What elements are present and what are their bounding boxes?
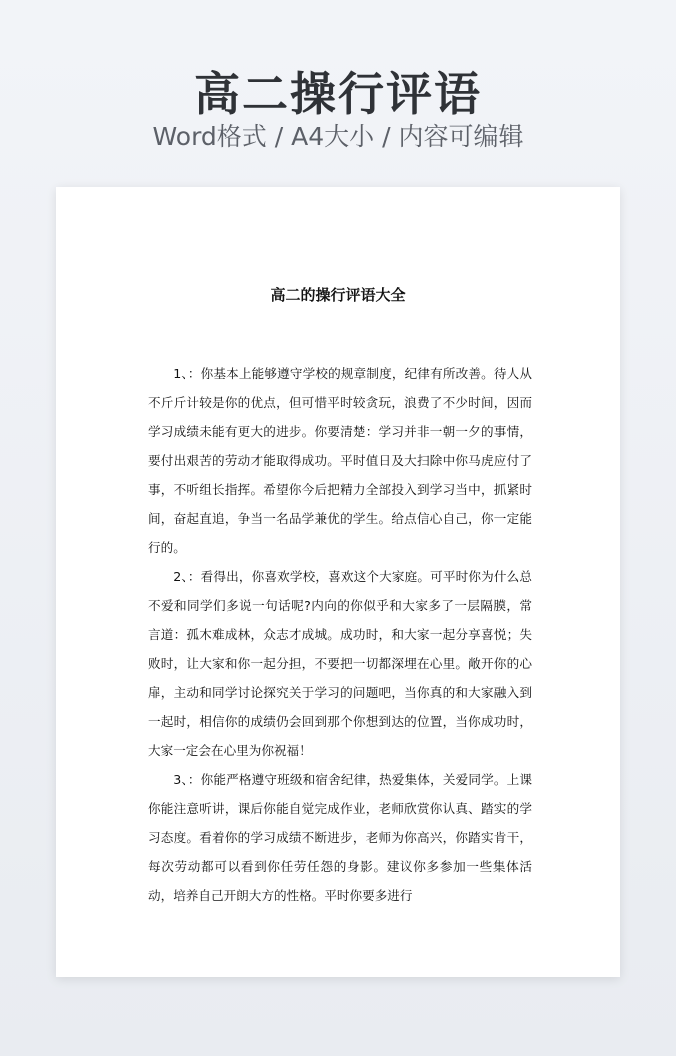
banner-subtitle: Word格式 / A4大小 / 内容可编辑 bbox=[152, 122, 524, 151]
paragraph-2: 2、：看得出，你喜欢学校，喜欢这个大家庭。可平时你为什么总不爱和同学们多说一句话呢?内向的你似乎和大家多了一层隔膜，常言道：孤木难成林，众志才成城。成功时，和大家一起分享喜悦；失败时，让大家和你一起分担，不要把一切都深埋在心里。敞开你的心扉，主动和同学讨论探究关于学习的问题吧，当你真的和大家融入到一起时，相信你的成绩仍会回到那个你想到达的位置，当你成功时，大家一定会在心里为你祝福！ bbox=[148, 569, 532, 758]
document-title: 高二的操行评语大全 bbox=[270, 286, 406, 304]
paragraph-3: 3、：你能严格遵守班级和宿舍纪律，热爱集体，关爱同学。上课你能注意听讲，课后你能自觉完成作业，老师欣赏你认真、踏实的学习态度。看着你的学习成绩不断进步，老师为你高兴，你踏实肯干，每次劳动都可以看到你任劳任怨的身影。建议你多参加一些集体活动，培养自己开朗大方的性格。平时你要多进行 bbox=[148, 772, 532, 903]
paragraph-1: 1、：你基本上能够遵守学校的规章制度，纪律有所改善。待人从不斤斤计较是你的优点，但可惜平时较贪玩，浪费了不少时间，因而学习成绩未能有更大的进步。你要清楚：学习并非一朝一夕的事情，要付出艰苦的劳动才能取得成功。平时值日及大扫除中你马虎应付了事，不听组长指挥。希望你今后把精力全部投入到学习当中，抓紧时间，奋起直追，争当一名品学兼优的学生。给点信心自己，你一定能行的。 bbox=[148, 366, 532, 555]
banner-title: 高二操行评语 bbox=[194, 67, 482, 121]
document-body bbox=[148, 359, 532, 910]
document-page bbox=[56, 187, 620, 977]
